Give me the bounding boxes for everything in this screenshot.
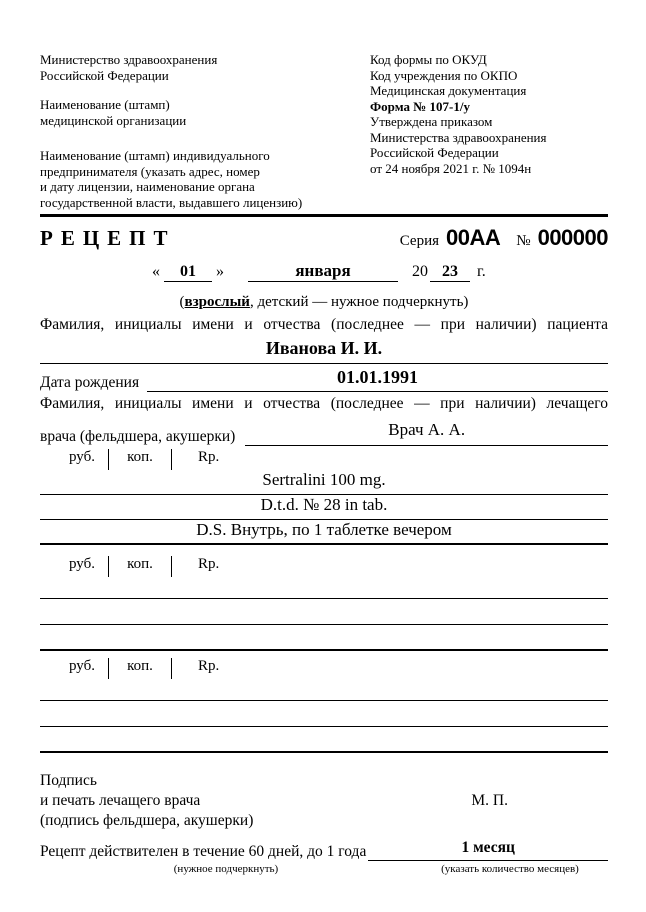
year-suffix: г.: [477, 263, 486, 280]
header-line: Наименование (штамп): [40, 97, 170, 112]
dob-field: 01.01.1991: [147, 367, 608, 392]
header-line: Медицинская документация: [370, 83, 527, 98]
validity-notes-row: [40, 863, 608, 875]
signature-line1: Подпись: [40, 772, 97, 789]
rp-label: Rp.: [198, 449, 220, 465]
kop-label: коп.: [127, 658, 153, 674]
date-year-field: 23: [430, 263, 470, 282]
validity-label: Рецепт действителен в течение 60 дней, до 1 года: [40, 843, 367, 860]
kop-label: коп.: [127, 556, 153, 572]
header-line: Утверждена приказом: [370, 114, 493, 129]
kop-label: коп.: [127, 449, 153, 465]
header-org-stamp-block: [40, 97, 370, 128]
header-issuer-block: [40, 52, 370, 83]
series-label: Серия: [399, 233, 440, 249]
header-line: Наименование (штамп) индивидуального: [40, 148, 270, 163]
doctor-label-line2: врача (фельдшера, акушерки): [40, 428, 236, 445]
note-underline: (нужное подчеркнуть): [173, 863, 279, 875]
note-months: (указать количество месяцев): [441, 863, 579, 875]
rx3-line3: [40, 727, 608, 753]
header-line: предпринимателя (указать адрес, номер: [40, 163, 260, 179]
rx1-line2: D.t.d. № 28 in tab.: [40, 495, 608, 520]
rx1-line1: Sertralini 100 mg.: [40, 470, 608, 495]
signature-line2-row: [40, 791, 608, 811]
header-line: Российской Федерации: [370, 145, 499, 160]
rx3-line1: [40, 679, 608, 701]
doctor-name-field: Врач А. А.: [245, 420, 608, 446]
validity-months-field: 1 месяц: [368, 839, 608, 861]
stamp-place-label: М. П.: [471, 792, 508, 809]
rub-label: руб.: [69, 449, 95, 465]
header-line: Код формы по ОКУД: [370, 52, 487, 67]
rx2-line2: [40, 599, 608, 625]
dob-label: Дата рождения: [40, 374, 140, 391]
header-line: и дату лицензии, наименование органа: [40, 179, 255, 194]
number-value: 000000: [537, 225, 608, 250]
signature-line3: (подпись фельдшера, акушерки): [40, 812, 254, 829]
header-left-column: [40, 52, 370, 212]
cost-divider: [171, 658, 172, 679]
form-number-line: Форма № 107-1/у: [370, 98, 470, 114]
age-category-line: [40, 294, 608, 313]
cost-row-1: [40, 449, 608, 470]
rub-label: руб.: [69, 658, 95, 674]
date-row: [152, 261, 608, 287]
age-rest: , детский — нужное подчеркнуть): [249, 294, 469, 310]
header-divider-rule: [40, 214, 608, 217]
series-group: [400, 225, 608, 251]
header-line: Российской Федерации: [40, 67, 169, 83]
open-quote: «: [152, 263, 160, 280]
header-entrepreneur-stamp-block: [40, 148, 370, 210]
patient-name-label: Фамилия, инициалы имени и отчества (последнее — при наличии) пациента: [40, 316, 608, 333]
cost-divider: [171, 449, 172, 470]
header-line: Министерство здравоохранения: [40, 52, 218, 67]
age-adult-underlined: взрослый: [184, 294, 250, 310]
signature-block: [40, 771, 608, 831]
header-line: Министерства здравоохранения: [370, 129, 547, 145]
header-right-column: [370, 52, 608, 212]
date-day-field: 01: [164, 263, 212, 282]
validity-row: [40, 839, 608, 861]
header-line: Код учреждения по ОКПО: [370, 67, 518, 83]
page-title: РЕЦЕПТ: [40, 226, 176, 250]
dob-row: [40, 367, 608, 392]
rp-label: Rp.: [198, 658, 220, 674]
age-prefix: (: [179, 294, 185, 310]
header-line: от 24 ноября 2021 г. № 1094н: [370, 160, 532, 176]
rx2-line3: [40, 625, 608, 651]
rp-label: Rp.: [198, 556, 220, 572]
rx2-line1: [40, 577, 608, 599]
doctor-label-line1: Фамилия, инициалы имени и отчества (последнее — при наличии) лечащего: [40, 395, 608, 412]
title-row: [40, 225, 608, 257]
number-sign: №: [516, 233, 531, 249]
rub-label: руб.: [69, 556, 95, 572]
cost-divider: [171, 556, 172, 577]
rx1-line3: D.S. Внутрь, по 1 таблетке вечером: [40, 520, 608, 545]
patient-name-field: Иванова И. И.: [40, 338, 608, 364]
close-quote: »: [216, 263, 224, 280]
cost-row-3: [40, 658, 608, 679]
cost-row-2: [40, 556, 608, 577]
header-line: государственной власти, выдавшего лицензию): [40, 194, 303, 210]
doctor-row: [40, 420, 608, 446]
signature-line2: и печать лечащего врача: [40, 792, 201, 809]
form-header: [40, 52, 608, 212]
header-line: медицинской организации: [40, 112, 187, 128]
year-century-prefix: 20: [412, 263, 428, 280]
rx3-line2: [40, 701, 608, 727]
date-month-field: января: [248, 261, 398, 282]
series-value: 00АА: [446, 225, 501, 250]
